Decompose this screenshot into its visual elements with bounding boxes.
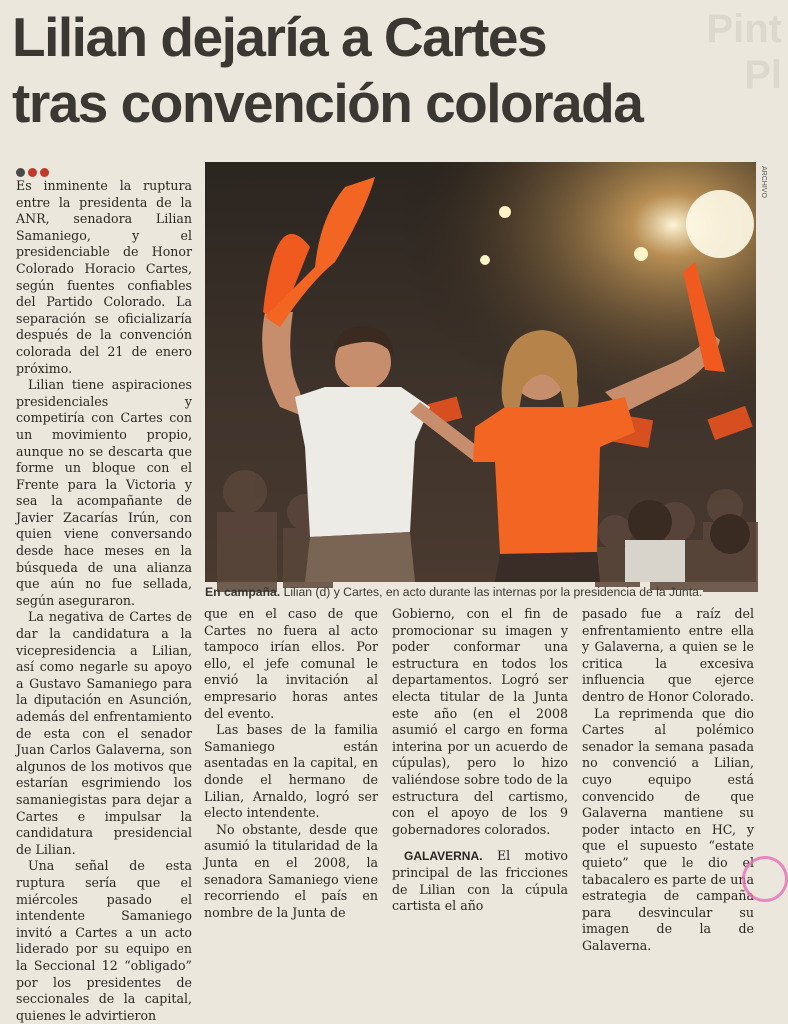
headline (12, 4, 752, 136)
photo-caption (205, 584, 756, 600)
article-column-2 (204, 606, 378, 921)
article-paragraph: Es inminente la ruptura entre la presidenta de la ANR, senadora Lilian Samaniego, y el presidenciable de Honor Colorado Horacio Cartes, según fuentes confiables del Partido Colorado. La separación se oficializaría después de la convención colorada del 21 de enero próximo. (16, 178, 192, 376)
dot-red (40, 168, 49, 177)
article-paragraph: Gobierno, con el fin de promocionar su imagen y poder conformar una estructura en todos los departamentos. Logró ser electa titular de la Junta este año (en el 2008 asumió el cargo en forma interina por un acuerdo de cúpulas), pero lo hizo valiéndose sobre todo de la estructura del cartismo, con el apoyo de los 9 gobernadores colorados. (392, 606, 568, 837)
article-paragraph: No obstante, desde que asumió la titularidad de la Junta en el 2008, la senadora Samaniego viene recorriendo el país en nombre de la Junta de (204, 821, 378, 920)
article-paragraph: que en el caso de que Cartes no fuera al acto tampoco irían ellos. Por ello, el jefe comunal le envió la invitación al empresario horas antes del evento. (204, 606, 378, 721)
article-paragraph: Una señal de esta ruptura sería que el miércoles pasado el intendente Samaniego invitó a Cartes a un acto liderado por su equipo en la Seccional 12 “obligado” por los presidentes de seccionales de la capital, quienes le advirtieron (16, 858, 192, 1023)
photo-credit: ARCHIVO (760, 166, 767, 198)
dot-red (28, 168, 37, 177)
subhead-lead: GALAVERNA. (404, 849, 483, 864)
article-photo (205, 162, 756, 582)
article-paragraph (392, 848, 568, 914)
article-paragraph: La reprimenda que dio Cartes al polémico senador la semana pasada no convenció a Lilian, cuyo equipo está convencido de que Galaverna mantiene su poder intacto en HC, y que el supuesto “estate quieto” que le dio el tabacalero es parte de una estrategia de campaña para desvincular su imagen de la de Galaverna. (582, 705, 754, 953)
headline-line-2: tras convención colorada (12, 72, 643, 134)
article-paragraph: La negativa de Cartes de dar la candidatura a la vicepresidencia a Lilian, así como negarle su apoyo a Gustavo Samaniego para la diputación en Asunción, además del enfrentamiento de esta con el senador Juan Carlos Galaverna, son algunos de los motivos que estarían esgrimiendo los samaniegistas para dejar a Cartes e impulsar la candidatura presidencial de Lilian. (16, 609, 192, 857)
article-column-3 (392, 606, 568, 915)
caption-lead: En campaña. (205, 585, 281, 599)
bleed-through-text: Pint Pl (706, 7, 782, 97)
article-paragraph: pasado fue a raíz del enfrentamiento entre ella y Galaverna, a quien se le critica la excesiva influencia que ejerce dentro de Honor Colorado. (582, 606, 754, 704)
article-column-4 (582, 606, 754, 954)
highlighter-mark (742, 856, 788, 902)
headline-line-1: Lilian dejaría a Cartes (12, 6, 547, 68)
article-paragraph: Las bases de la familia Samaniego están asentadas en la capital, en donde el hermano de Lilian, Arnaldo, logró ser electo intendente. (204, 722, 378, 821)
subhead-text: El motivo principal de las fricciones de Lilian con la cúpula cartista el año (392, 848, 568, 914)
caption-text: Lilian (d) y Cartes, en acto durante las internas por la presidencia de la Junta. (280, 585, 703, 599)
dot-dark (16, 168, 25, 177)
photo-illustration (205, 162, 756, 582)
article-column-1 (16, 178, 192, 1024)
article-paragraph: Lilian tiene aspiraciones presidenciales y competiría con Cartes con un movimiento propio, aunque no se descarta que forme un bloque con el Frente para la Victoria y sea la acompañante de Javier Zacarías Irún, con quien viene conversando desde hace meses en la búsqueda de una alianza que aún no fue sellada, según aseguraron. (16, 377, 192, 608)
